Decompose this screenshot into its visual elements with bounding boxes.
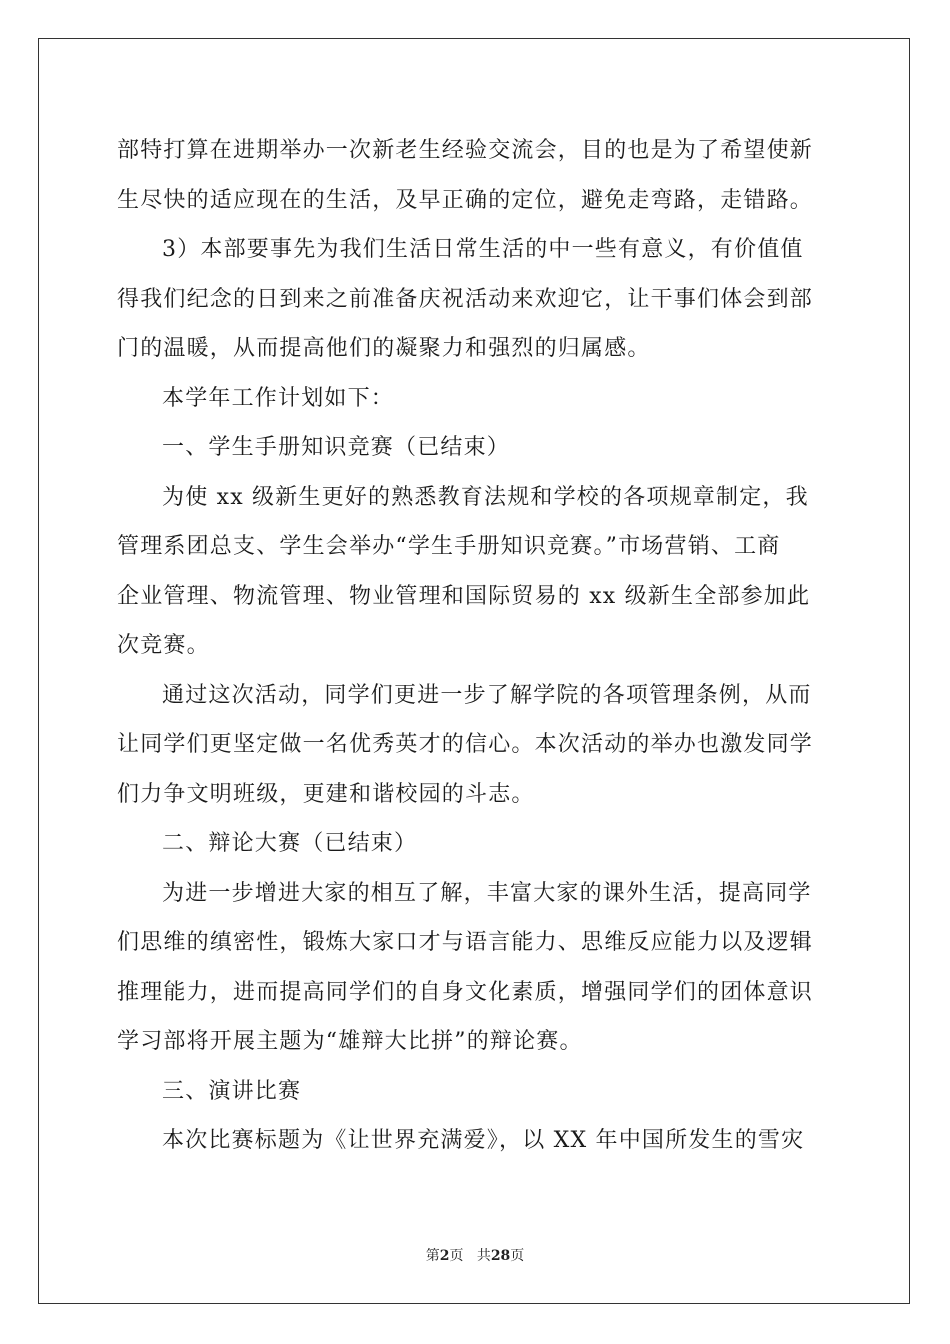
text-line: 学习部将开展主题为“雄辩大比拼”的辩论赛。 — [117, 1029, 583, 1054]
text-line: 为进一步增进大家的相互了解，丰富大家的课外生活，提高同学 — [162, 880, 812, 906]
text-line: 们力争文明班级，更建和谐校园的斗志。 — [117, 781, 535, 807]
text-line: 生尽快的适应现在的生活，及早正确的定位，避免走弯路，走错路。 — [117, 187, 814, 213]
text-line: 管理系团总支、学生会举办“学生手册知识竞赛。”市场营销、工商 — [117, 534, 781, 559]
page-footer — [0, 1245, 950, 1265]
text-line: 推理能力，进而提高同学们的自身文化素质，增强同学们的团体意识 — [117, 979, 814, 1005]
text-line: 二、辩论大赛（已结束） — [162, 831, 418, 856]
text-line: 为使 xx 级新生更好的熟悉教育法规和学校的各项规章制定，我 — [162, 484, 809, 510]
current-page-number: 2 — [439, 1248, 450, 1264]
total-suffix: 页 — [510, 1248, 525, 1264]
text-line: 3）本部要事先为我们生活日常生活的中一些有意义，有价值值 — [162, 237, 804, 262]
text-line: 次竞赛。 — [117, 633, 210, 658]
total-prefix: 共 — [476, 1248, 491, 1264]
text-line: 一、学生手册知识竞赛（已结束） — [162, 435, 511, 460]
text-line: 通过这次活动，同学们更进一步了解学院的各项管理条例，从而 — [162, 682, 812, 708]
text-line: 让同学们更坚定做一名优秀英才的信心。本次活动的举办也激发同学 — [117, 732, 814, 757]
text-line: 三、演讲比赛 — [162, 1078, 302, 1104]
text-line: 本次比赛标题为《让世界充满爱》，以 XX 年中国所发生的雪灾 — [162, 1128, 805, 1153]
text-line: 们思维的缜密性，锻炼大家口才与语言能力、思维反应能力以及逻辑 — [117, 930, 814, 955]
text-line: 企业管理、物流管理、物业管理和国际贸易的 xx 级新生全部参加此 — [117, 583, 811, 609]
text-line: 门的温暖，从而提高他们的凝聚力和强烈的归属感。 — [117, 336, 651, 361]
total-page-count: 28 — [490, 1248, 511, 1264]
page-suffix: 页 — [449, 1248, 464, 1264]
text-line: 得我们纪念的日到来之前准备庆祝活动来欢迎它，让干事们体会到部 — [117, 286, 814, 312]
text-line: 部特打算在进期举办一次新老生经验交流会，目的也是为了希望使新 — [117, 138, 814, 163]
page-prefix: 第 — [425, 1248, 440, 1264]
document-body — [117, 126, 837, 1166]
text-line: 本学年工作计划如下： — [162, 385, 395, 411]
